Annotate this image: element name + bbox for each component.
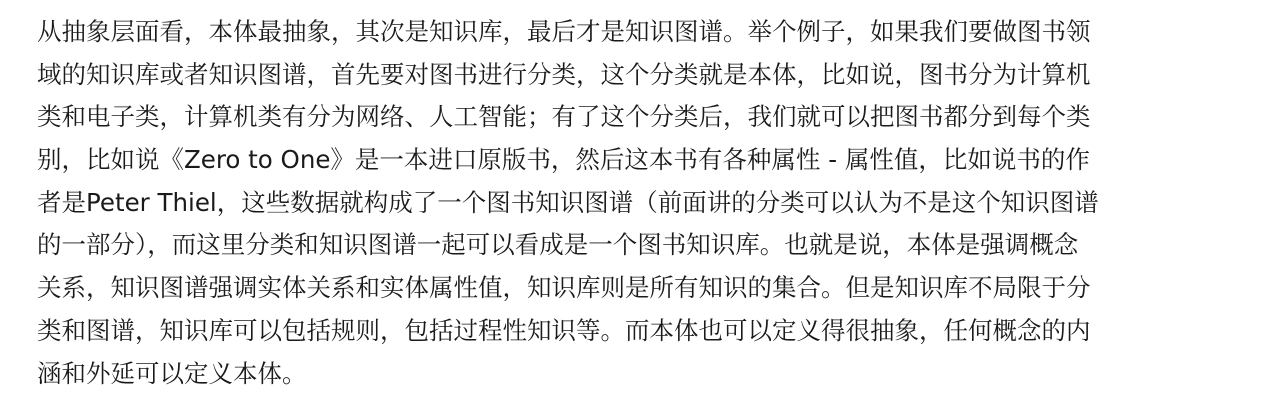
- paragraph-line: 域的知识库或者知识图谱，首先要对图书进行分类，这个分类就是本体，比如说，图书分为计算机: [37, 59, 1091, 89]
- paragraph-line: 别，比如说《Zero to One》是一本进口原版书，然后这本书有各种属性 - 属性值，比如说书的作: [37, 145, 1090, 175]
- paragraph-line: 从抽象层面看，本体最抽象，其次是知识库，最后才是知识图谱。举个例子，如果我们要做图书领: [37, 17, 1091, 46]
- paragraph-line: 关系，知识图谱强调实体关系和实体属性值，知识库则是所有知识的集合。但是知识库不局限于分: [37, 273, 1091, 303]
- paragraph-line: 类和电子类，计算机类有分为网络、人工智能；有了这个分类后，我们就可以把图书都分到每个类: [37, 102, 1091, 132]
- paragraph-line: 类和图谱，知识库可以包括规则，包括过程性知识等。而本体也可以定义得很抽象，任何概念的内: [37, 315, 1091, 345]
- paragraph-line: 者是Peter Thiel，这些数据就构成了一个图书知识图谱（前面讲的分类可以认为不是这个知识图谱: [37, 187, 1099, 217]
- paragraph-line: 涵和外延可以定义本体。: [37, 358, 307, 388]
- article-paragraph: [37, 11, 1249, 395]
- paragraph-line: 的一部分），而这里分类和知识图谱一起可以看成是一个图书知识库。也就是说，本体是强调概念: [37, 230, 1079, 260]
